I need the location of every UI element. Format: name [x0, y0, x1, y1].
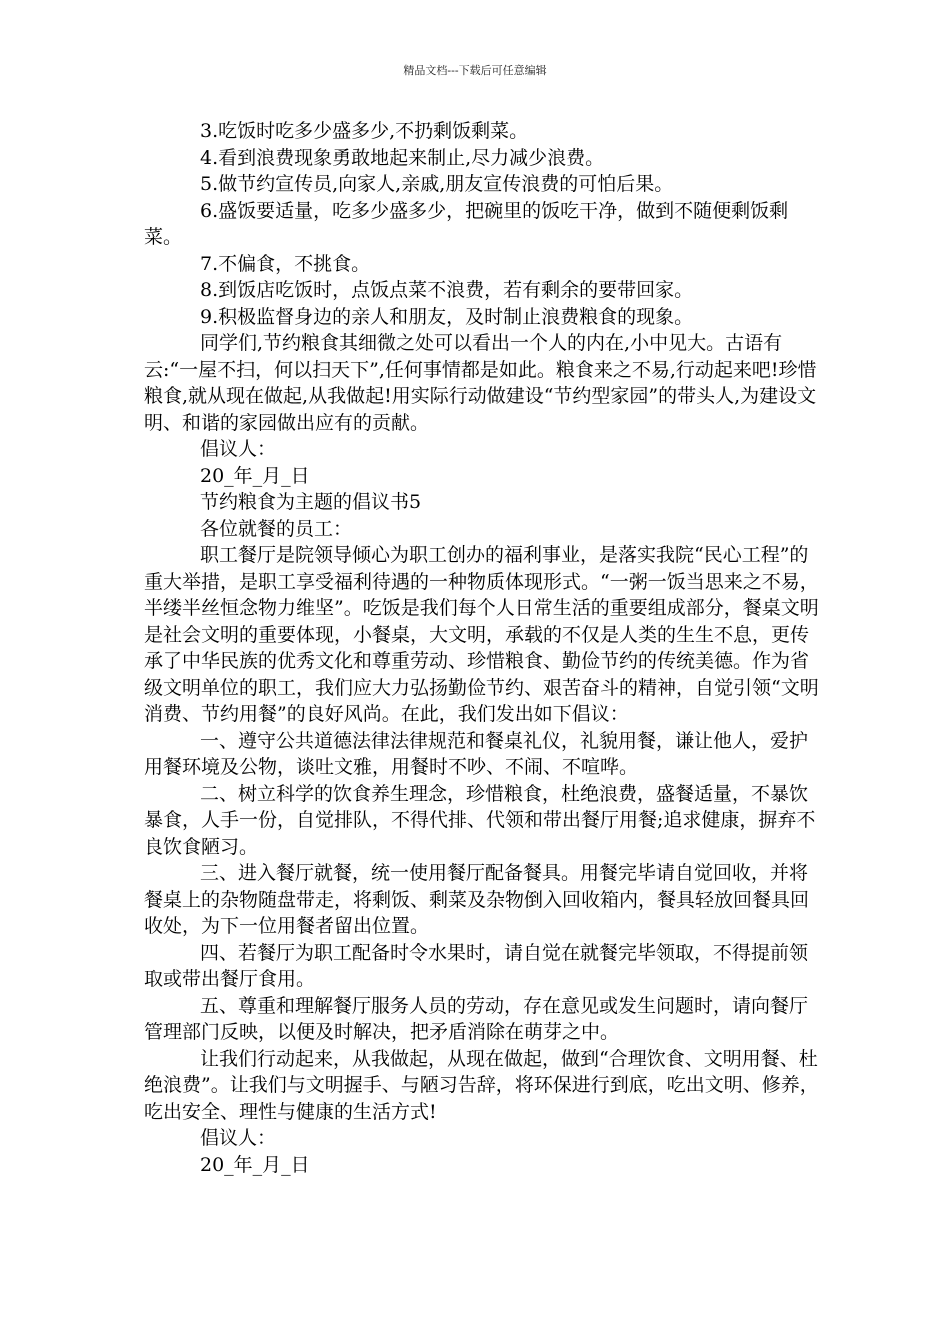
- list-item-6: 6.盛饭要适量，吃多少盛多少，把碗里的饭吃干净，做到不随便剩饭剩菜。: [144, 199, 789, 248]
- signature-label-2: 倡议人：: [200, 1127, 277, 1149]
- date-line: 20_年_月_日: [200, 464, 310, 487]
- section-title: 节约粮食为主题的倡议书5: [200, 491, 422, 513]
- proposal-1: 一、遵守公共道德法律法律规范和餐桌礼仪，礼貌用餐，谦让他人，爱护用餐环境及公物，谈吐文雅，用餐时不吵、不闹、不喧哗。: [144, 729, 809, 778]
- list-item-8: 8.到饭店吃饭时，点饭点菜不浪费，若有剩余的要带回家。: [200, 279, 694, 301]
- date-line-2: 20_年_月_日: [200, 1153, 310, 1176]
- list-item-4: 4.看到浪费现象勇敢地起来制止,尽力减少浪费。: [200, 146, 605, 169]
- salutation: 各位就餐的员工：: [200, 517, 353, 540]
- signature-label: 倡议人：: [200, 438, 277, 460]
- proposal-4: 四、若餐厅为职工配备时令水果时，请自觉在就餐完毕领取，不得提前领取或带出餐厅食用。: [144, 941, 809, 990]
- list-item-3: 3.吃饭时吃多少盛多少,不扔剩饭剩菜。: [200, 120, 529, 142]
- page-header: 精品文档---下载后可任意编辑: [403, 64, 547, 77]
- closing-paragraph: 同学们,节约粮食其细微之处可以看出一个人的内在,小中见大。古语有云:“一屋不扫，何以扫天下”,任何事情都是如此。粮食来之不易,行动起来吧!珍惜粮食,就从现在做起,从我做起!用实际行动做建设“节约型家园”的带头人,为建设文明、和谐的家园做出应有的贡献。: [144, 332, 817, 434]
- proposal-3: 三、进入餐厅就餐，统一使用餐厅配备餐具。用餐完毕请自觉回收，并将餐桌上的杂物随盘带走，将剩饭、剩菜及杂物倒入回收箱内，餐具轻放回餐具回收处，为下一位用餐者留出位置。: [144, 862, 810, 937]
- call-to-action: 让我们行动起来，从我做起，从现在做起，做到“合理饮食、文明用餐、杜绝浪费”。让我们与文明握手、与陋习告辞，将环保进行到底，吃出文明、修养，吃出安全、理性与健康的生活方式!: [144, 1047, 819, 1123]
- proposal-2: 二、树立科学的饮食养生理念，珍惜粮食，杜绝浪费，盛餐适量，不暴饮暴食，人手一份，自觉排队，不得代排、代领和带出餐厅用餐;追求健康，摒弃不良饮食陋习。: [144, 782, 816, 858]
- intro-paragraph: 职工餐厅是院领导倾心为职工创办的福利事业，是落实我院“民心工程”的重大举措，是职工享受福利待遇的一种物质体现形式。“一粥一饭当思来之不易，半缕半丝恒念物力维坚”。吃饭是我们每个人日常生活的重要组成部分，餐桌文明是社会文明的重要体现，小餐桌，大文明，承载的不仅是人类的生生不息，更传承了中华民族的优秀文化和尊重劳动、珍惜粮食、勤俭节约的传统美德。作为省级文明单位的职工，我们应大力弘扬勤俭节约、艰苦奋斗的精神，自觉引领“文明消费、节约用餐”的良好风尚。在此，我们发出如下倡议：: [144, 544, 819, 725]
- list-item-7: 7.不偏食，不挑食。: [200, 252, 371, 275]
- list-item-9: 9.积极监督身边的亲人和朋友，及时制止浪费粮食的现象。: [200, 305, 694, 328]
- proposal-5: 五、尊重和理解餐厅服务人员的劳动，存在意见或发生问题时，请向餐厅管理部门反映，以便及时解决，把矛盾消除在萌芽之中。: [144, 994, 809, 1043]
- document-body: [144, 118, 824, 1178]
- list-item-5: 5.做节约宣传员,向家人,亲戚,朋友宣传浪费的可怕后果。: [200, 173, 674, 195]
